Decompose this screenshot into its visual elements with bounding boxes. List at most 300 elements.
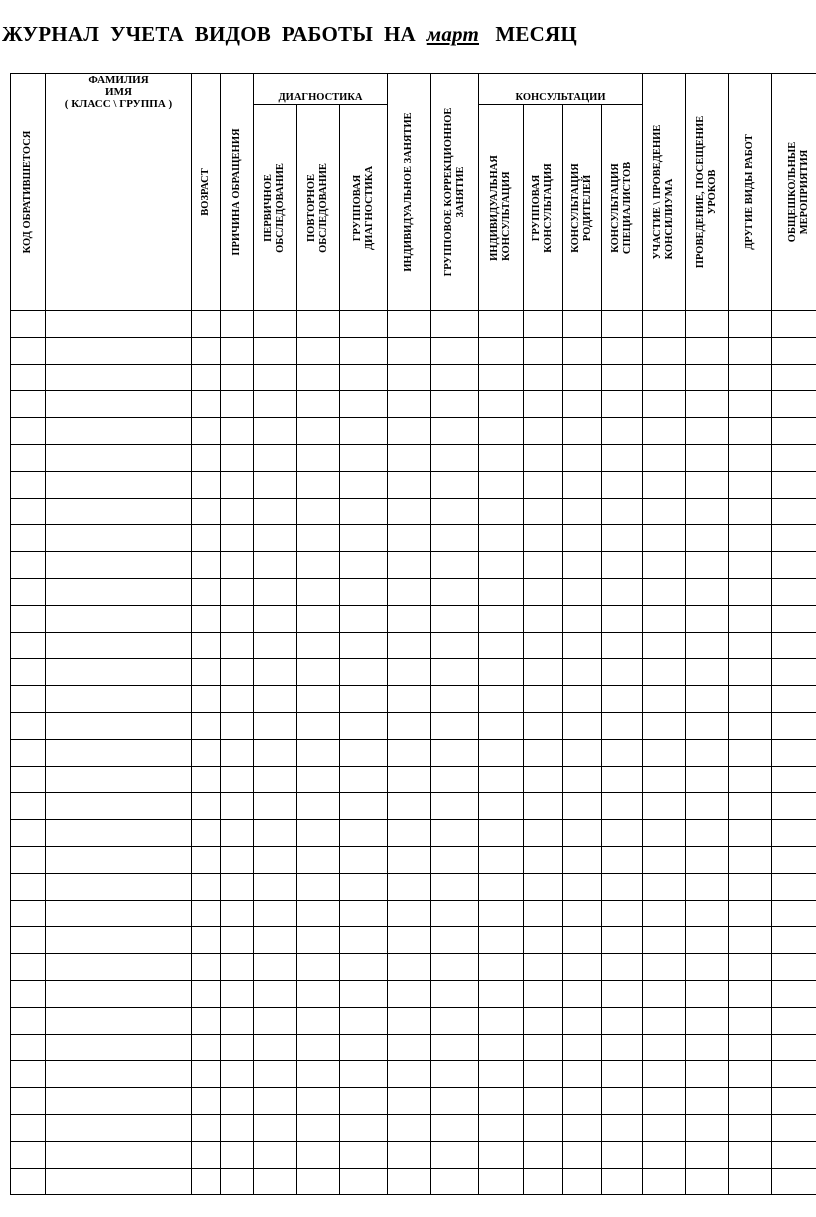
- table-cell[interactable]: [46, 954, 192, 981]
- table-cell[interactable]: [479, 337, 524, 364]
- table-cell[interactable]: [563, 900, 602, 927]
- table-cell[interactable]: [431, 793, 479, 820]
- table-cell[interactable]: [729, 1061, 772, 1088]
- table-cell[interactable]: [431, 605, 479, 632]
- table-cell[interactable]: [388, 471, 431, 498]
- table-cell[interactable]: [479, 1141, 524, 1168]
- table-cell[interactable]: [729, 1007, 772, 1034]
- table-cell[interactable]: [11, 739, 46, 766]
- table-cell[interactable]: [563, 927, 602, 954]
- table-cell[interactable]: [643, 311, 686, 338]
- table-cell[interactable]: [563, 793, 602, 820]
- table-cell[interactable]: [297, 552, 340, 579]
- table-cell[interactable]: [479, 525, 524, 552]
- table-cell[interactable]: [643, 632, 686, 659]
- table-cell[interactable]: [388, 311, 431, 338]
- table-cell[interactable]: [11, 846, 46, 873]
- table-cell[interactable]: [221, 471, 254, 498]
- table-cell[interactable]: [46, 927, 192, 954]
- table-cell[interactable]: [431, 364, 479, 391]
- table-cell[interactable]: [772, 1168, 816, 1195]
- table-cell[interactable]: [297, 525, 340, 552]
- table-cell[interactable]: [479, 364, 524, 391]
- table-cell[interactable]: [254, 1114, 297, 1141]
- table-cell[interactable]: [686, 873, 729, 900]
- table-cell[interactable]: [297, 632, 340, 659]
- table-cell[interactable]: [643, 418, 686, 445]
- table-cell[interactable]: [297, 391, 340, 418]
- table-cell[interactable]: [686, 659, 729, 686]
- table-cell[interactable]: [729, 686, 772, 713]
- table-cell[interactable]: [431, 311, 479, 338]
- table-cell[interactable]: [11, 632, 46, 659]
- table-cell[interactable]: [388, 364, 431, 391]
- table-cell[interactable]: [602, 820, 643, 847]
- table-cell[interactable]: [563, 418, 602, 445]
- table-cell[interactable]: [192, 1061, 221, 1088]
- table-cell[interactable]: [297, 686, 340, 713]
- table-cell[interactable]: [221, 980, 254, 1007]
- table-cell[interactable]: [297, 900, 340, 927]
- table-cell[interactable]: [431, 391, 479, 418]
- table-cell[interactable]: [221, 873, 254, 900]
- table-cell[interactable]: [431, 632, 479, 659]
- table-cell[interactable]: [602, 739, 643, 766]
- table-cell[interactable]: [340, 498, 388, 525]
- table-cell[interactable]: [643, 1168, 686, 1195]
- table-cell[interactable]: [192, 1114, 221, 1141]
- table-cell[interactable]: [221, 739, 254, 766]
- table-cell[interactable]: [431, 1007, 479, 1034]
- table-cell[interactable]: [602, 900, 643, 927]
- table-cell[interactable]: [297, 873, 340, 900]
- table-cell[interactable]: [686, 605, 729, 632]
- table-cell[interactable]: [388, 739, 431, 766]
- table-cell[interactable]: [563, 471, 602, 498]
- table-cell[interactable]: [686, 471, 729, 498]
- table-cell[interactable]: [563, 846, 602, 873]
- table-cell[interactable]: [729, 525, 772, 552]
- table-cell[interactable]: [46, 1034, 192, 1061]
- table-cell[interactable]: [729, 1141, 772, 1168]
- table-cell[interactable]: [479, 793, 524, 820]
- table-cell[interactable]: [11, 1168, 46, 1195]
- table-cell[interactable]: [431, 552, 479, 579]
- table-cell[interactable]: [563, 364, 602, 391]
- table-cell[interactable]: [46, 605, 192, 632]
- table-cell[interactable]: [11, 1061, 46, 1088]
- table-cell[interactable]: [524, 927, 563, 954]
- table-cell[interactable]: [479, 686, 524, 713]
- table-cell[interactable]: [479, 846, 524, 873]
- table-cell[interactable]: [340, 686, 388, 713]
- table-cell[interactable]: [686, 498, 729, 525]
- table-cell[interactable]: [221, 900, 254, 927]
- table-cell[interactable]: [524, 632, 563, 659]
- table-cell[interactable]: [297, 1114, 340, 1141]
- table-cell[interactable]: [46, 873, 192, 900]
- table-cell[interactable]: [221, 927, 254, 954]
- table-cell[interactable]: [221, 1061, 254, 1088]
- table-cell[interactable]: [643, 498, 686, 525]
- table-cell[interactable]: [602, 846, 643, 873]
- table-cell[interactable]: [254, 793, 297, 820]
- table-cell[interactable]: [388, 632, 431, 659]
- table-cell[interactable]: [729, 444, 772, 471]
- table-cell[interactable]: [297, 820, 340, 847]
- table-cell[interactable]: [431, 471, 479, 498]
- table-cell[interactable]: [11, 578, 46, 605]
- table-cell[interactable]: [221, 793, 254, 820]
- table-cell[interactable]: [479, 1007, 524, 1034]
- table-cell[interactable]: [297, 954, 340, 981]
- table-cell[interactable]: [340, 873, 388, 900]
- table-cell[interactable]: [729, 766, 772, 793]
- table-cell[interactable]: [388, 1168, 431, 1195]
- table-cell[interactable]: [46, 498, 192, 525]
- table-cell[interactable]: [340, 418, 388, 445]
- table-cell[interactable]: [221, 659, 254, 686]
- table-cell[interactable]: [46, 1141, 192, 1168]
- table-cell[interactable]: [524, 418, 563, 445]
- table-cell[interactable]: [388, 686, 431, 713]
- table-cell[interactable]: [563, 1141, 602, 1168]
- table-cell[interactable]: [254, 337, 297, 364]
- table-cell[interactable]: [772, 337, 816, 364]
- table-cell[interactable]: [11, 311, 46, 338]
- table-cell[interactable]: [46, 444, 192, 471]
- table-cell[interactable]: [221, 1141, 254, 1168]
- table-cell[interactable]: [479, 1061, 524, 1088]
- table-cell[interactable]: [221, 632, 254, 659]
- table-cell[interactable]: [388, 578, 431, 605]
- table-cell[interactable]: [772, 846, 816, 873]
- table-cell[interactable]: [431, 712, 479, 739]
- table-cell[interactable]: [563, 525, 602, 552]
- table-cell[interactable]: [729, 927, 772, 954]
- table-cell[interactable]: [563, 391, 602, 418]
- table-cell[interactable]: [46, 1168, 192, 1195]
- table-cell[interactable]: [602, 954, 643, 981]
- table-cell[interactable]: [340, 954, 388, 981]
- table-cell[interactable]: [772, 1034, 816, 1061]
- table-cell[interactable]: [524, 1061, 563, 1088]
- table-cell[interactable]: [388, 793, 431, 820]
- table-cell[interactable]: [297, 712, 340, 739]
- table-cell[interactable]: [772, 712, 816, 739]
- table-cell[interactable]: [524, 766, 563, 793]
- table-cell[interactable]: [479, 1088, 524, 1115]
- table-cell[interactable]: [602, 1114, 643, 1141]
- table-cell[interactable]: [11, 873, 46, 900]
- table-cell[interactable]: [254, 578, 297, 605]
- table-cell[interactable]: [192, 1034, 221, 1061]
- table-cell[interactable]: [729, 900, 772, 927]
- table-cell[interactable]: [192, 820, 221, 847]
- table-cell[interactable]: [772, 766, 816, 793]
- table-cell[interactable]: [254, 927, 297, 954]
- table-cell[interactable]: [563, 659, 602, 686]
- table-cell[interactable]: [602, 1061, 643, 1088]
- table-cell[interactable]: [11, 552, 46, 579]
- table-cell[interactable]: [11, 605, 46, 632]
- table-cell[interactable]: [340, 900, 388, 927]
- table-cell[interactable]: [686, 632, 729, 659]
- table-cell[interactable]: [11, 498, 46, 525]
- table-cell[interactable]: [729, 1088, 772, 1115]
- table-cell[interactable]: [772, 873, 816, 900]
- table-cell[interactable]: [524, 444, 563, 471]
- table-cell[interactable]: [729, 632, 772, 659]
- table-cell[interactable]: [772, 1088, 816, 1115]
- table-cell[interactable]: [192, 712, 221, 739]
- table-cell[interactable]: [192, 766, 221, 793]
- table-cell[interactable]: [772, 1061, 816, 1088]
- table-cell[interactable]: [11, 766, 46, 793]
- table-cell[interactable]: [729, 391, 772, 418]
- table-cell[interactable]: [254, 444, 297, 471]
- table-cell[interactable]: [11, 1114, 46, 1141]
- table-cell[interactable]: [729, 578, 772, 605]
- table-cell[interactable]: [524, 793, 563, 820]
- table-cell[interactable]: [388, 1034, 431, 1061]
- table-cell[interactable]: [643, 954, 686, 981]
- table-cell[interactable]: [563, 980, 602, 1007]
- table-cell[interactable]: [388, 873, 431, 900]
- table-cell[interactable]: [192, 1141, 221, 1168]
- table-cell[interactable]: [254, 820, 297, 847]
- table-cell[interactable]: [563, 1168, 602, 1195]
- table-cell[interactable]: [479, 498, 524, 525]
- table-cell[interactable]: [221, 686, 254, 713]
- table-cell[interactable]: [729, 311, 772, 338]
- table-cell[interactable]: [340, 980, 388, 1007]
- table-cell[interactable]: [686, 686, 729, 713]
- table-cell[interactable]: [643, 712, 686, 739]
- table-cell[interactable]: [46, 659, 192, 686]
- table-cell[interactable]: [563, 739, 602, 766]
- table-cell[interactable]: [729, 980, 772, 1007]
- table-cell[interactable]: [340, 927, 388, 954]
- table-cell[interactable]: [254, 766, 297, 793]
- table-cell[interactable]: [563, 578, 602, 605]
- table-cell[interactable]: [254, 498, 297, 525]
- table-cell[interactable]: [563, 1114, 602, 1141]
- table-cell[interactable]: [192, 900, 221, 927]
- table-cell[interactable]: [254, 1034, 297, 1061]
- table-cell[interactable]: [431, 1114, 479, 1141]
- table-cell[interactable]: [643, 659, 686, 686]
- table-cell[interactable]: [563, 1088, 602, 1115]
- table-cell[interactable]: [388, 1088, 431, 1115]
- table-cell[interactable]: [479, 1114, 524, 1141]
- table-cell[interactable]: [479, 712, 524, 739]
- table-cell[interactable]: [340, 1061, 388, 1088]
- table-cell[interactable]: [602, 311, 643, 338]
- table-cell[interactable]: [686, 927, 729, 954]
- table-cell[interactable]: [524, 605, 563, 632]
- table-cell[interactable]: [643, 552, 686, 579]
- table-cell[interactable]: [46, 391, 192, 418]
- table-cell[interactable]: [340, 659, 388, 686]
- table-cell[interactable]: [297, 337, 340, 364]
- table-cell[interactable]: [340, 337, 388, 364]
- table-cell[interactable]: [772, 605, 816, 632]
- table-cell[interactable]: [524, 739, 563, 766]
- table-cell[interactable]: [340, 444, 388, 471]
- table-cell[interactable]: [46, 1007, 192, 1034]
- table-cell[interactable]: [431, 498, 479, 525]
- table-cell[interactable]: [297, 471, 340, 498]
- table-cell[interactable]: [192, 311, 221, 338]
- table-cell[interactable]: [221, 1034, 254, 1061]
- table-cell[interactable]: [602, 927, 643, 954]
- table-cell[interactable]: [729, 337, 772, 364]
- table-cell[interactable]: [643, 980, 686, 1007]
- table-cell[interactable]: [254, 1007, 297, 1034]
- table-cell[interactable]: [602, 525, 643, 552]
- table-cell[interactable]: [340, 391, 388, 418]
- table-cell[interactable]: [772, 686, 816, 713]
- table-cell[interactable]: [11, 1141, 46, 1168]
- table-cell[interactable]: [686, 1007, 729, 1034]
- table-cell[interactable]: [388, 444, 431, 471]
- table-cell[interactable]: [11, 980, 46, 1007]
- table-cell[interactable]: [297, 1061, 340, 1088]
- table-cell[interactable]: [11, 364, 46, 391]
- table-cell[interactable]: [340, 471, 388, 498]
- table-cell[interactable]: [221, 1168, 254, 1195]
- table-cell[interactable]: [388, 1007, 431, 1034]
- table-cell[interactable]: [388, 659, 431, 686]
- table-cell[interactable]: [192, 444, 221, 471]
- table-cell[interactable]: [254, 954, 297, 981]
- table-cell[interactable]: [643, 900, 686, 927]
- table-cell[interactable]: [643, 337, 686, 364]
- table-cell[interactable]: [221, 1007, 254, 1034]
- table-cell[interactable]: [388, 954, 431, 981]
- table-cell[interactable]: [192, 927, 221, 954]
- table-cell[interactable]: [192, 337, 221, 364]
- table-cell[interactable]: [46, 525, 192, 552]
- table-cell[interactable]: [686, 712, 729, 739]
- table-cell[interactable]: [686, 391, 729, 418]
- table-cell[interactable]: [297, 1088, 340, 1115]
- table-cell[interactable]: [192, 632, 221, 659]
- table-cell[interactable]: [46, 766, 192, 793]
- table-cell[interactable]: [11, 525, 46, 552]
- table-cell[interactable]: [46, 686, 192, 713]
- table-cell[interactable]: [479, 1168, 524, 1195]
- table-cell[interactable]: [340, 605, 388, 632]
- table-cell[interactable]: [11, 712, 46, 739]
- table-cell[interactable]: [479, 739, 524, 766]
- table-cell[interactable]: [388, 1114, 431, 1141]
- table-cell[interactable]: [192, 552, 221, 579]
- table-cell[interactable]: [729, 820, 772, 847]
- table-cell[interactable]: [297, 578, 340, 605]
- table-cell[interactable]: [221, 954, 254, 981]
- table-cell[interactable]: [254, 900, 297, 927]
- table-cell[interactable]: [221, 578, 254, 605]
- table-cell[interactable]: [643, 927, 686, 954]
- table-cell[interactable]: [11, 337, 46, 364]
- table-cell[interactable]: [46, 980, 192, 1007]
- table-cell[interactable]: [772, 1007, 816, 1034]
- table-cell[interactable]: [524, 954, 563, 981]
- table-cell[interactable]: [254, 873, 297, 900]
- table-cell[interactable]: [772, 471, 816, 498]
- table-cell[interactable]: [602, 1141, 643, 1168]
- table-cell[interactable]: [686, 954, 729, 981]
- table-cell[interactable]: [192, 793, 221, 820]
- table-cell[interactable]: [772, 900, 816, 927]
- table-cell[interactable]: [46, 364, 192, 391]
- table-cell[interactable]: [297, 444, 340, 471]
- table-cell[interactable]: [388, 525, 431, 552]
- table-cell[interactable]: [340, 632, 388, 659]
- table-cell[interactable]: [563, 498, 602, 525]
- table-cell[interactable]: [388, 766, 431, 793]
- table-cell[interactable]: [46, 846, 192, 873]
- table-cell[interactable]: [729, 418, 772, 445]
- table-cell[interactable]: [479, 578, 524, 605]
- table-cell[interactable]: [479, 444, 524, 471]
- table-cell[interactable]: [772, 1114, 816, 1141]
- table-cell[interactable]: [254, 364, 297, 391]
- table-cell[interactable]: [479, 632, 524, 659]
- table-cell[interactable]: [479, 900, 524, 927]
- table-cell[interactable]: [772, 498, 816, 525]
- table-cell[interactable]: [563, 686, 602, 713]
- table-cell[interactable]: [729, 793, 772, 820]
- table-cell[interactable]: [192, 418, 221, 445]
- table-cell[interactable]: [431, 846, 479, 873]
- table-cell[interactable]: [602, 418, 643, 445]
- table-cell[interactable]: [524, 873, 563, 900]
- table-cell[interactable]: [524, 525, 563, 552]
- table-cell[interactable]: [46, 337, 192, 364]
- table-cell[interactable]: [524, 337, 563, 364]
- table-cell[interactable]: [602, 1088, 643, 1115]
- table-cell[interactable]: [479, 659, 524, 686]
- table-cell[interactable]: [46, 820, 192, 847]
- table-cell[interactable]: [563, 311, 602, 338]
- table-cell[interactable]: [221, 391, 254, 418]
- table-cell[interactable]: [192, 364, 221, 391]
- table-cell[interactable]: [340, 1088, 388, 1115]
- table-cell[interactable]: [479, 766, 524, 793]
- table-cell[interactable]: [602, 766, 643, 793]
- table-cell[interactable]: [46, 793, 192, 820]
- table-cell[interactable]: [563, 873, 602, 900]
- table-cell[interactable]: [221, 766, 254, 793]
- table-cell[interactable]: [46, 311, 192, 338]
- table-cell[interactable]: [297, 1007, 340, 1034]
- table-cell[interactable]: [297, 659, 340, 686]
- table-cell[interactable]: [772, 820, 816, 847]
- table-cell[interactable]: [772, 418, 816, 445]
- table-cell[interactable]: [11, 900, 46, 927]
- table-cell[interactable]: [431, 686, 479, 713]
- table-cell[interactable]: [602, 552, 643, 579]
- table-cell[interactable]: [686, 525, 729, 552]
- table-cell[interactable]: [11, 1007, 46, 1034]
- table-cell[interactable]: [192, 1088, 221, 1115]
- table-cell[interactable]: [686, 552, 729, 579]
- table-cell[interactable]: [602, 391, 643, 418]
- table-cell[interactable]: [772, 444, 816, 471]
